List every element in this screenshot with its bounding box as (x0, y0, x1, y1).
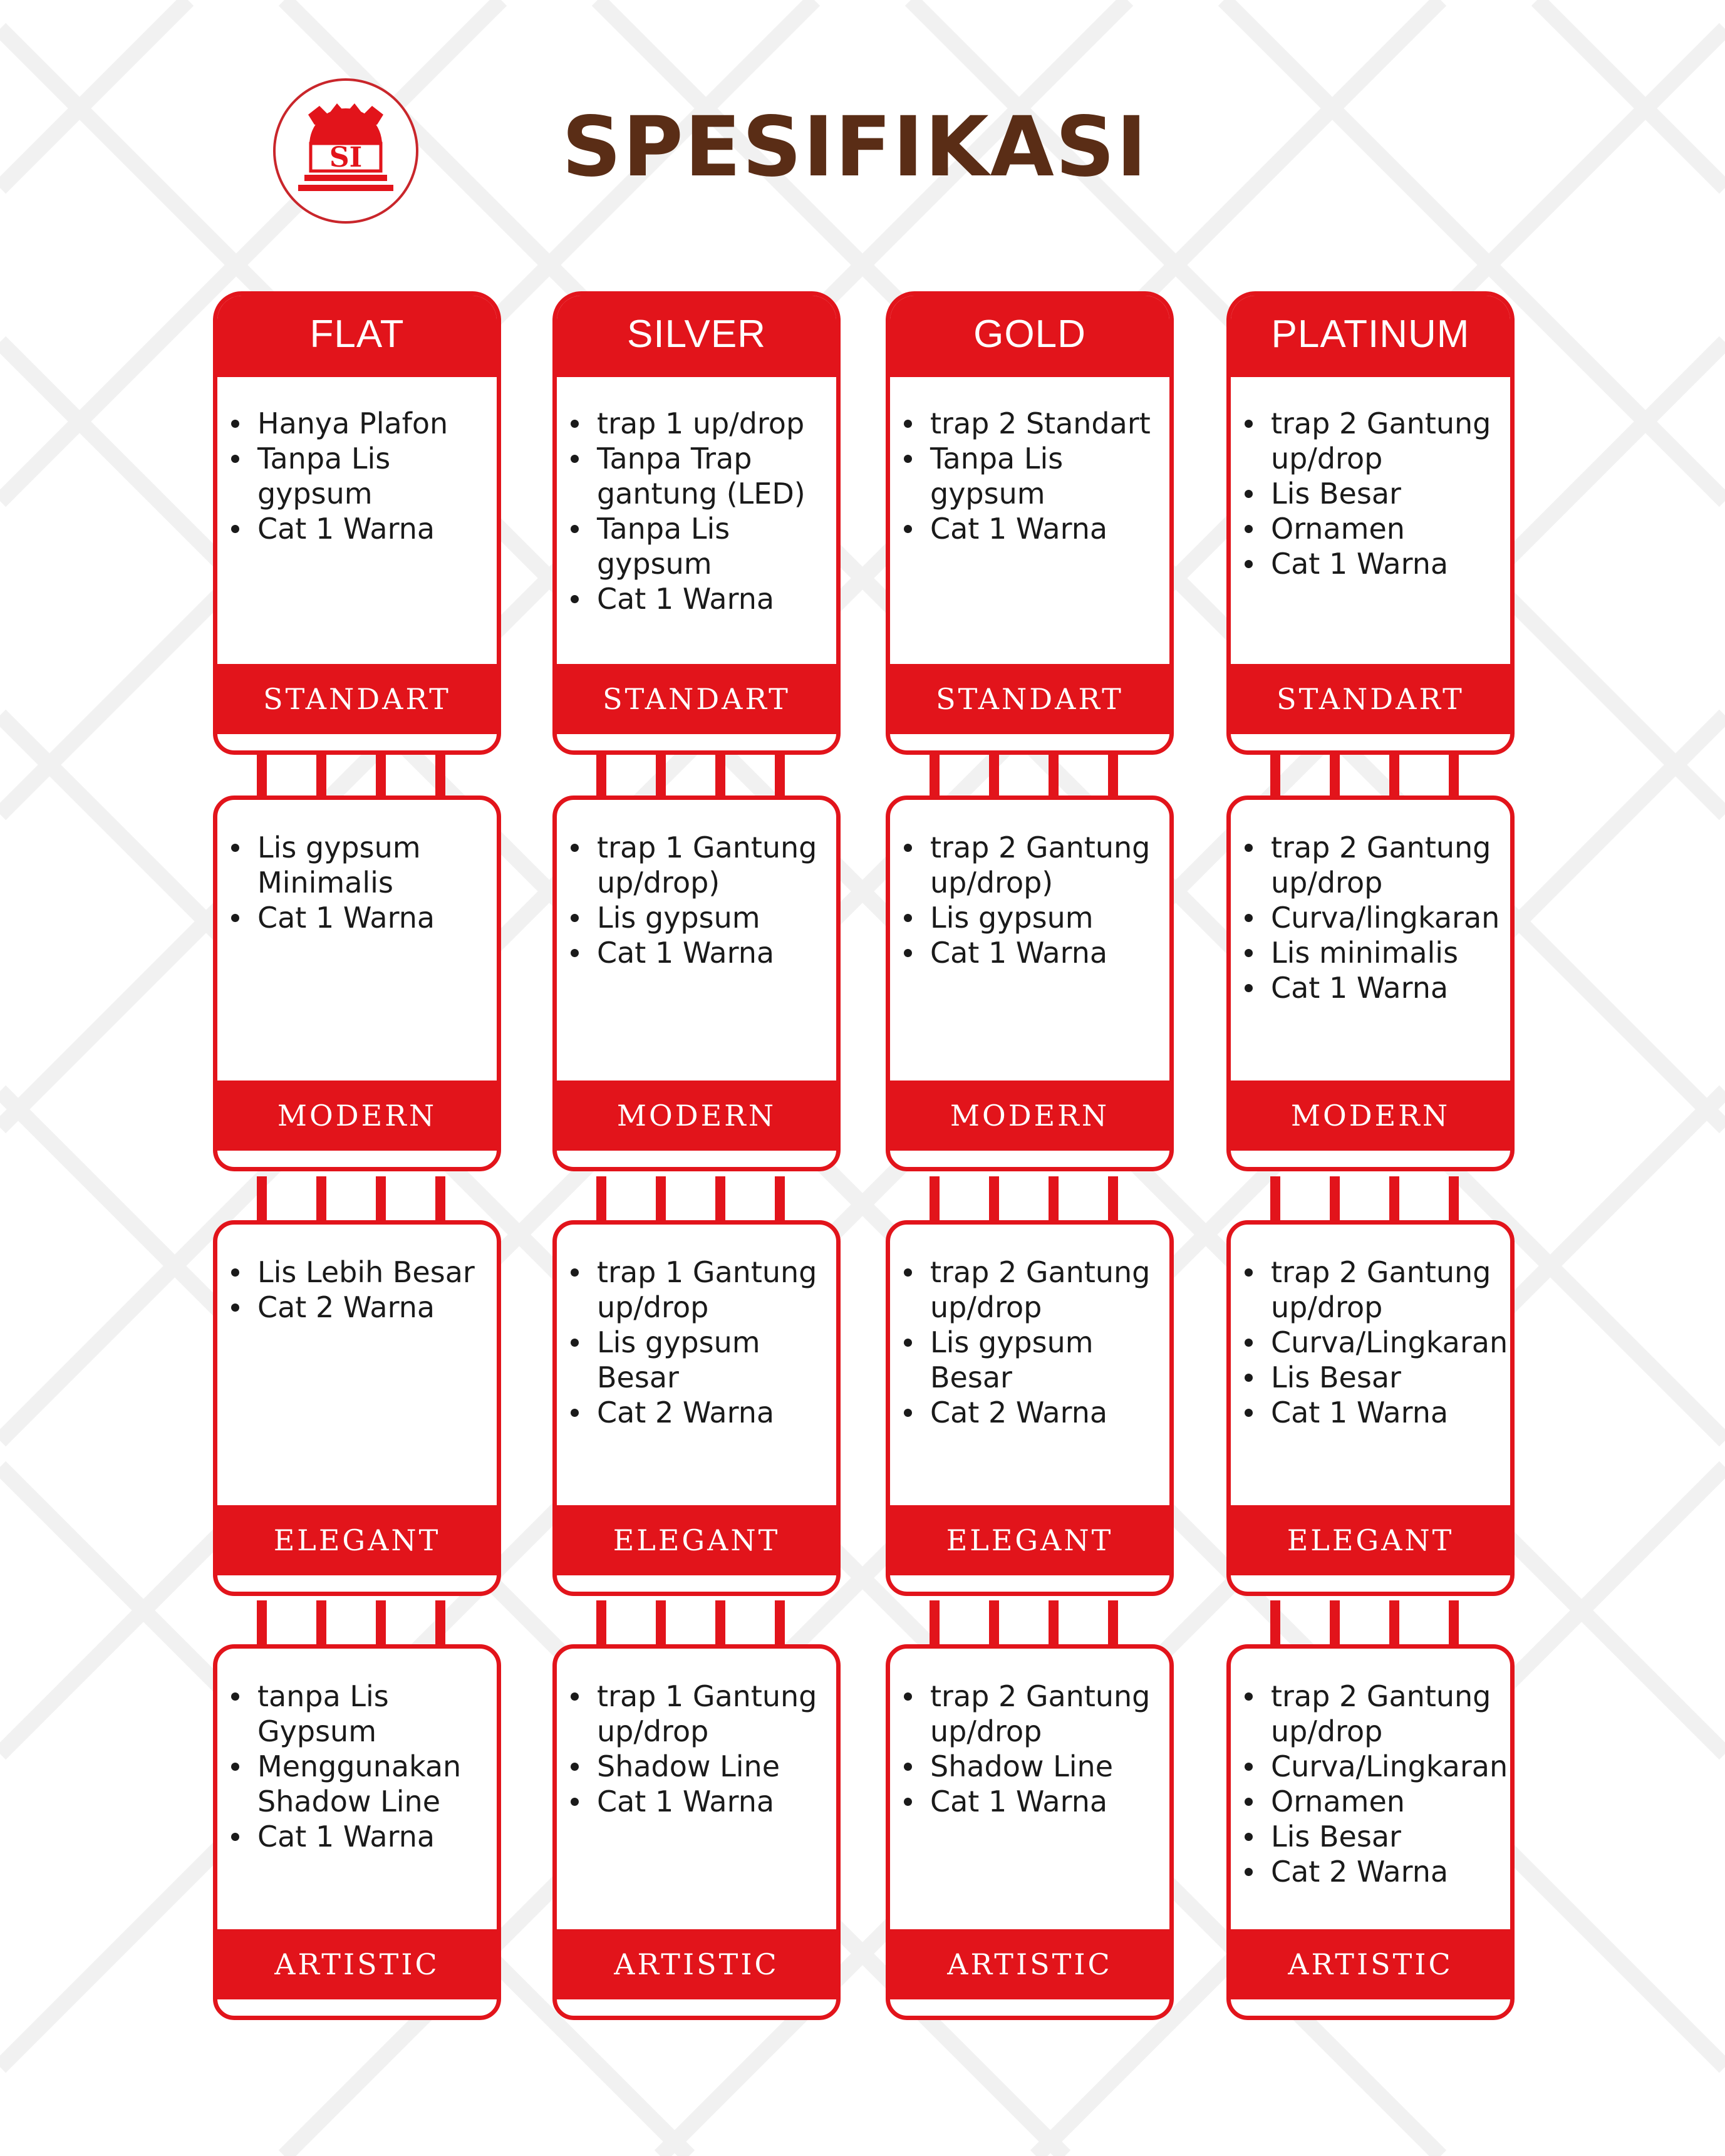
connector-bar (257, 752, 267, 801)
feature-item: Cat 2 Warna (1271, 1854, 1499, 1889)
style-label: ARTISTIC (217, 1929, 497, 1999)
feature-item: Lis gypsum Besar (930, 1325, 1158, 1395)
style-label: ARTISTIC (557, 1929, 836, 1999)
connector-bar (656, 752, 666, 801)
feature-list (1240, 806, 1501, 1005)
feature-item: Cat 1 Warna (930, 511, 1158, 546)
feature-list (1240, 1655, 1508, 1889)
feature-item: Tanpa Lis gypsum (930, 441, 1158, 511)
feature-list (226, 382, 488, 546)
feature-list (899, 1655, 1161, 1819)
card-body (226, 806, 488, 1079)
spec-card-gold-modern (886, 796, 1174, 1171)
card-connector (930, 1600, 1130, 1649)
connector-bar (1330, 1600, 1340, 1649)
feature-item: tanpa Lis Gypsum (257, 1679, 485, 1749)
connector-bar (715, 752, 725, 801)
card-connector (1270, 1176, 1471, 1225)
style-label: STANDART (217, 664, 497, 734)
svg-text:SI: SI (329, 142, 363, 174)
spec-card-flat-standart (213, 291, 501, 755)
feature-item: trap 2 Gantung up/drop (930, 1255, 1158, 1325)
spec-card-silver-elegant (552, 1220, 841, 1596)
feature-item: Lis Besar (1271, 1360, 1499, 1395)
connector-bar (316, 1600, 326, 1649)
feature-list (899, 382, 1161, 546)
feature-item: Cat 1 Warna (257, 900, 485, 935)
feature-item: Shadow Line (930, 1749, 1158, 1784)
connector-bar (715, 1176, 725, 1225)
spec-card-silver-standart (552, 291, 841, 755)
feature-item: Cat 2 Warna (930, 1395, 1158, 1430)
connector-bar (989, 752, 999, 801)
feature-item: trap 2 Standart (930, 406, 1158, 441)
spec-card-platinum-modern (1226, 796, 1515, 1171)
style-label: STANDART (1231, 664, 1510, 734)
feature-list (566, 806, 827, 970)
tier-column-flat (213, 0, 501, 2156)
feature-item: Ornamen (1271, 1784, 1499, 1819)
card-connector (930, 1176, 1130, 1225)
connector-bar (316, 752, 326, 801)
feature-item: Tanpa Lis gypsum (597, 511, 825, 581)
connector-bar (775, 752, 785, 801)
feature-item: Cat 1 Warna (597, 935, 825, 970)
feature-list (566, 382, 827, 616)
connector-bar (435, 1600, 445, 1649)
connector-bar (1108, 752, 1118, 801)
spec-card-platinum-artistic (1226, 1644, 1515, 2020)
card-body (566, 1231, 827, 1504)
card-connector (596, 1176, 797, 1225)
feature-item: Cat 1 Warna (1271, 546, 1499, 581)
connector-bar (257, 1600, 267, 1649)
connector-bar (1049, 752, 1059, 801)
card-connector (1270, 752, 1471, 801)
feature-item: trap 1 Gantung up/drop) (597, 830, 825, 900)
card-connector (596, 752, 797, 801)
spec-card-gold-artistic (886, 1644, 1174, 2020)
connector-bar (1108, 1176, 1118, 1225)
connector-bar (316, 1176, 326, 1225)
feature-item: Cat 2 Warna (597, 1395, 825, 1430)
feature-item: Lis gypsum Besar (597, 1325, 825, 1395)
card-body (899, 1655, 1161, 1928)
connector-bar (989, 1176, 999, 1225)
feature-item: Lis gypsum (597, 900, 825, 935)
style-label: ELEGANT (557, 1505, 836, 1575)
tier-column-silver (552, 0, 841, 2156)
tier-title: FLAT (217, 296, 497, 377)
spec-card-gold-standart (886, 291, 1174, 755)
card-body (566, 382, 827, 663)
card-body (1240, 806, 1501, 1079)
connector-bar (1389, 752, 1399, 801)
tier-title: PLATINUM (1231, 296, 1510, 377)
feature-item: Cat 1 Warna (597, 1784, 825, 1819)
connector-bar (1049, 1176, 1059, 1225)
style-label: ELEGANT (890, 1505, 1169, 1575)
connector-bar (1330, 1176, 1340, 1225)
feature-list (226, 1655, 488, 1854)
feature-item: Lis Lebih Besar (257, 1255, 485, 1290)
card-connector (1270, 1600, 1471, 1649)
connector-bar (1449, 1176, 1459, 1225)
card-body (226, 1231, 488, 1504)
feature-item: trap 1 Gantung up/drop (597, 1255, 825, 1325)
connector-bar (1108, 1600, 1118, 1649)
connector-bar (1049, 1600, 1059, 1649)
feature-item: Menggunakan Shadow Line (257, 1749, 485, 1819)
style-label: MODERN (557, 1081, 836, 1151)
feature-item: trap 1 up/drop (597, 406, 825, 441)
spec-card-silver-artistic (552, 1644, 841, 2020)
spec-card-flat-elegant (213, 1220, 501, 1596)
feature-item: Cat 1 Warna (1271, 970, 1499, 1005)
feature-list (1240, 1231, 1508, 1430)
feature-item: trap 2 Gantung up/drop) (930, 830, 1158, 900)
connector-bar (1270, 752, 1280, 801)
feature-list (566, 1655, 827, 1819)
feature-item: Cat 1 Warna (597, 581, 825, 616)
feature-item: Lis minimalis (1271, 935, 1499, 970)
feature-item: Curva/Lingkaran (1271, 1325, 1508, 1359)
connector-bar (596, 1176, 606, 1225)
connector-bar (775, 1600, 785, 1649)
spec-card-platinum-elegant (1226, 1220, 1515, 1596)
feature-item: Curva/Lingkaran (1271, 1749, 1508, 1783)
connector-bar (596, 752, 606, 801)
connector-bar (1270, 1176, 1280, 1225)
connector-bar (257, 1176, 267, 1225)
card-body (899, 382, 1161, 663)
style-label: ARTISTIC (890, 1929, 1169, 1999)
feature-item: trap 2 Gantung up/drop (930, 1679, 1158, 1749)
spec-card-platinum-standart (1226, 291, 1515, 755)
card-body (226, 382, 488, 663)
connector-bar (930, 752, 940, 801)
feature-item: Cat 2 Warna (257, 1290, 485, 1325)
company-logo (271, 76, 421, 226)
style-label: MODERN (890, 1081, 1169, 1151)
card-body (1240, 382, 1501, 663)
style-label: MODERN (1231, 1081, 1510, 1151)
page-title: SPESIFIKASI (561, 99, 1149, 195)
feature-item: trap 2 Gantung up/drop (1271, 1255, 1499, 1325)
feature-item: trap 2 Gantung up/drop (1271, 830, 1499, 900)
feature-list (226, 806, 488, 935)
card-connector (257, 1176, 457, 1225)
feature-item: Cat 1 Warna (257, 1819, 485, 1854)
spec-card-gold-elegant (886, 1220, 1174, 1596)
style-label: ELEGANT (217, 1505, 497, 1575)
card-connector (257, 1600, 457, 1649)
feature-list (226, 1231, 488, 1325)
style-label: ELEGANT (1231, 1505, 1510, 1575)
feature-item: Tanpa Lis gypsum (257, 441, 485, 511)
feature-item: Cat 1 Warna (930, 935, 1158, 970)
card-connector (257, 752, 457, 801)
feature-list (899, 806, 1161, 970)
card-body (1240, 1655, 1508, 1928)
connector-bar (376, 1600, 386, 1649)
connector-bar (435, 1176, 445, 1225)
connector-bar (715, 1600, 725, 1649)
card-body (566, 806, 827, 1079)
connector-bar (656, 1600, 666, 1649)
feature-item: Ornamen (1271, 511, 1499, 546)
connector-bar (376, 752, 386, 801)
card-connector (930, 752, 1130, 801)
connector-bar (596, 1600, 606, 1649)
feature-item: trap 1 Gantung up/drop (597, 1679, 825, 1749)
card-connector (596, 1600, 797, 1649)
style-label: STANDART (557, 664, 836, 734)
feature-item: Cat 1 Warna (1271, 1395, 1499, 1430)
spec-card-flat-artistic (213, 1644, 501, 2020)
style-label: ARTISTIC (1231, 1929, 1510, 1999)
connector-bar (435, 752, 445, 801)
feature-list (899, 1231, 1161, 1430)
card-body (899, 806, 1161, 1079)
connector-bar (775, 1176, 785, 1225)
tier-column-platinum (1226, 0, 1515, 2156)
feature-item: Hanya Plafon (257, 406, 485, 441)
connector-bar (656, 1176, 666, 1225)
feature-item: Lis Besar (1271, 476, 1499, 511)
feature-item: Shadow Line (597, 1749, 825, 1784)
connector-bar (376, 1176, 386, 1225)
feature-item: Cat 1 Warna (930, 1784, 1158, 1819)
feature-item: Tanpa Trap gantung (LED) (597, 441, 825, 511)
connector-bar (1449, 1600, 1459, 1649)
feature-list (1240, 382, 1501, 581)
feature-item: Cat 1 Warna (257, 511, 485, 546)
card-body (899, 1231, 1161, 1504)
card-body (226, 1655, 488, 1928)
connector-bar (1449, 752, 1459, 801)
connector-bar (1389, 1176, 1399, 1225)
style-label: STANDART (890, 664, 1169, 734)
connector-bar (989, 1600, 999, 1649)
feature-item: Lis gypsum Minimalis (257, 830, 485, 900)
tier-title: GOLD (890, 296, 1169, 377)
connector-bar (1330, 752, 1340, 801)
connector-bar (930, 1600, 940, 1649)
feature-item: Curva/lingkaran (1271, 901, 1500, 935)
feature-list (566, 1231, 827, 1430)
spec-card-flat-modern (213, 796, 501, 1171)
connector-bar (1270, 1600, 1280, 1649)
feature-item: Lis Besar (1271, 1819, 1499, 1854)
feature-item: trap 2 Gantung up/drop (1271, 406, 1499, 476)
card-body (1240, 1231, 1508, 1504)
style-label: MODERN (217, 1081, 497, 1151)
connector-bar (930, 1176, 940, 1225)
spec-card-silver-modern (552, 796, 841, 1171)
feature-item: trap 2 Gantung up/drop (1271, 1679, 1499, 1749)
card-body (566, 1655, 827, 1928)
connector-bar (1389, 1600, 1399, 1649)
tier-column-gold (886, 0, 1174, 2156)
tier-title: SILVER (557, 296, 836, 377)
feature-item: Lis gypsum (930, 900, 1158, 935)
